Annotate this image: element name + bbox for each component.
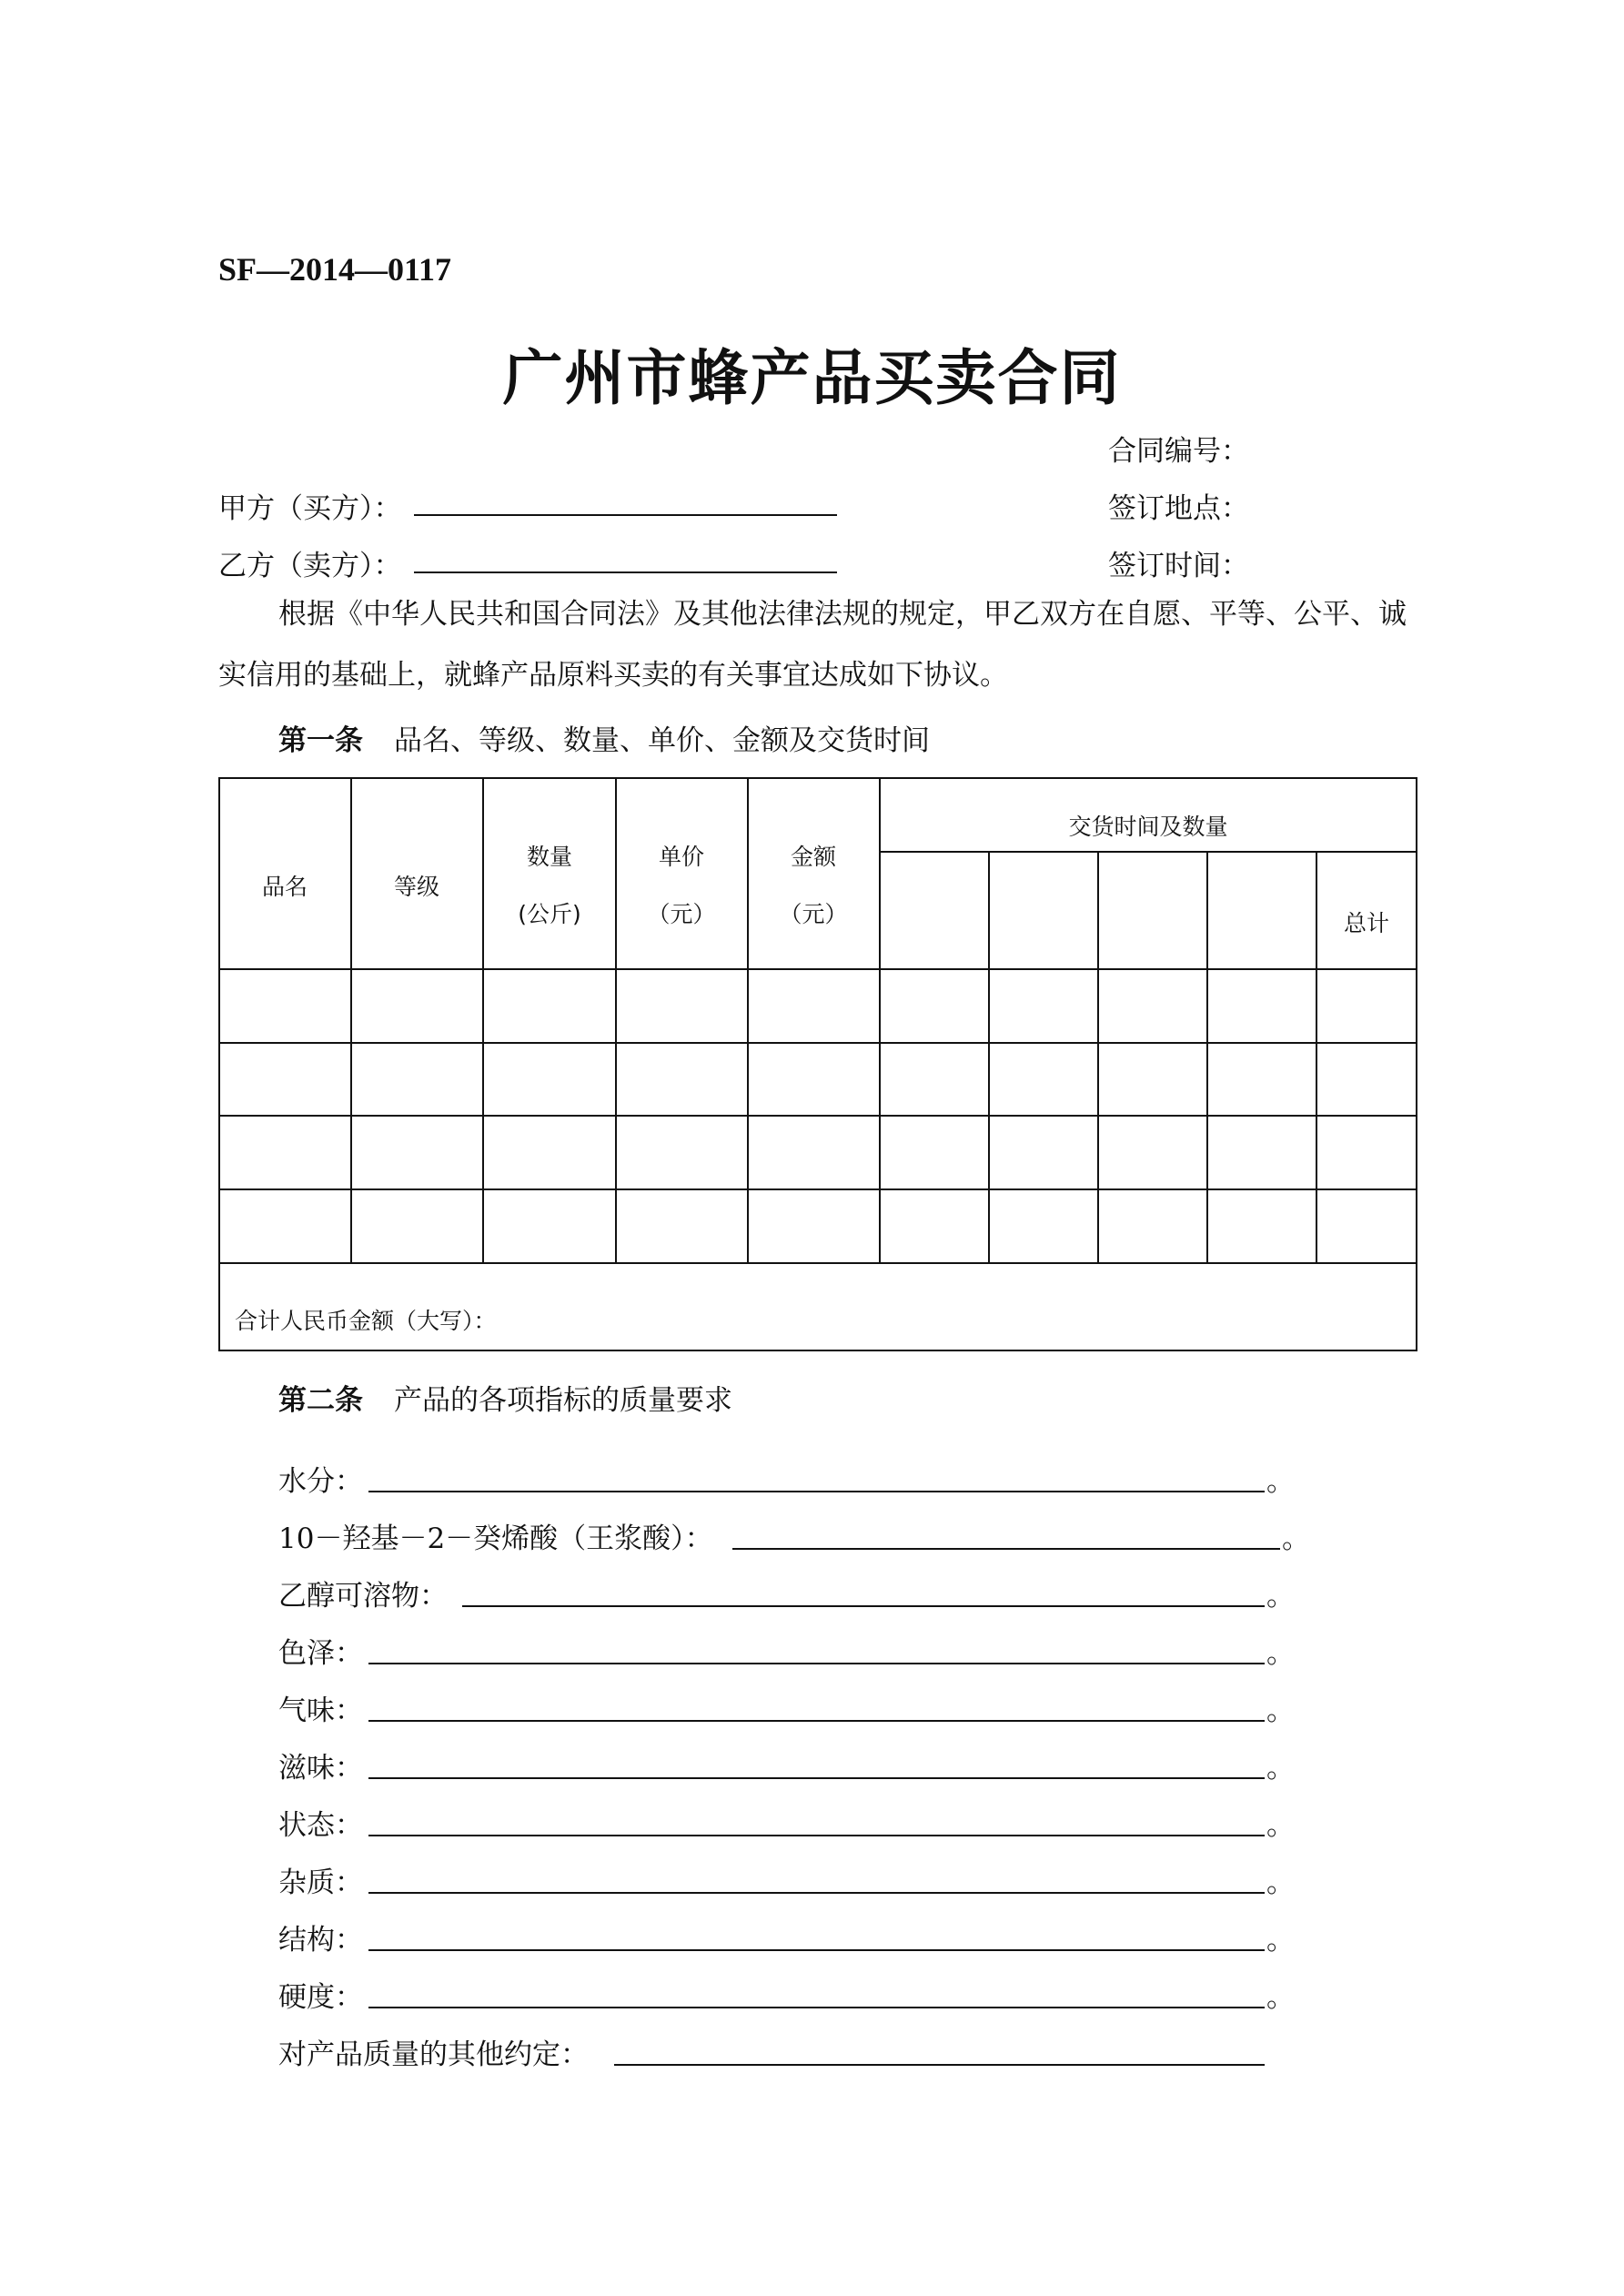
- party-b-label: 乙方（卖方）：: [218, 550, 402, 582]
- quality-field[interactable]: [462, 1605, 1265, 1607]
- quality-field[interactable]: [368, 1491, 1265, 1492]
- total-rmb-label: 合计人民币金额（大写）：: [235, 1308, 497, 1334]
- quality-field[interactable]: [368, 1949, 1265, 1951]
- sign-time-label: 签订时间：: [1108, 550, 1249, 582]
- period-mark: 。: [1282, 1522, 1310, 1555]
- col-name-header: 品名: [261, 874, 308, 900]
- quality-item: 色泽：: [278, 1637, 363, 1670]
- other-quality-label: 对产品质量的其他约定：: [278, 2038, 589, 2071]
- period-mark: 。: [1266, 1809, 1295, 1842]
- col-total-header: 总计: [1343, 910, 1390, 936]
- period-mark: 。: [1266, 1580, 1295, 1613]
- period-mark: 。: [1266, 1637, 1295, 1670]
- page-title: 广州市蜂产品买卖合同: [502, 343, 1122, 413]
- col-amount-unit: （元）: [779, 901, 848, 927]
- quality-field[interactable]: [368, 2007, 1265, 2008]
- quality-item: 气味：: [278, 1694, 363, 1727]
- quality-field[interactable]: [368, 1720, 1265, 1722]
- quality-field[interactable]: [368, 1663, 1265, 1664]
- period-mark: 。: [1266, 1465, 1295, 1498]
- quality-item: 状态：: [278, 1809, 363, 1842]
- quality-item: 10－羟基－2－癸烯酸（王浆酸）：: [278, 1522, 713, 1555]
- quality-field[interactable]: [368, 1777, 1265, 1779]
- col-price-unit: （元）: [647, 901, 716, 927]
- period-mark: 。: [1266, 1866, 1295, 1899]
- period-mark: 。: [1266, 1752, 1295, 1785]
- quality-item: 乙醇可溶物：: [278, 1580, 448, 1613]
- party-a-label: 甲方（买方）：: [218, 492, 402, 525]
- article-1-number: 第一条: [278, 724, 363, 757]
- sign-place-label: 签订地点：: [1108, 492, 1249, 525]
- quality-item: 杂质：: [278, 1866, 363, 1899]
- quality-item: 硬度：: [278, 1981, 363, 2014]
- quality-item: 滋味：: [278, 1752, 363, 1785]
- intro-paragraph: 根据《中华人民共和国合同法》及其他法律法规的规定，甲乙双方在自愿、平等、公平、诚实信用的基础上，就蜂产品原料买卖的有关事宜达成如下协议。: [218, 598, 1407, 692]
- other-quality-field[interactable]: [614, 2064, 1265, 2066]
- col-price-header: 单价: [658, 844, 705, 870]
- document-code: SF—2014—0117: [218, 251, 452, 288]
- col-qty-header: 数量: [526, 844, 573, 870]
- col-qty-unit: (公斤): [518, 901, 581, 927]
- col-delivery-header: 交货时间及数量: [1068, 814, 1228, 840]
- quality-field[interactable]: [368, 1835, 1265, 1836]
- article-2-number: 第二条: [278, 1384, 363, 1417]
- article-1-title: 品名、等级、数量、单价、金额及交货时间: [394, 724, 930, 757]
- quality-item: 水分：: [278, 1465, 363, 1498]
- quality-field[interactable]: [732, 1548, 1280, 1550]
- quality-field[interactable]: [368, 1892, 1265, 1894]
- period-mark: 。: [1266, 1694, 1295, 1727]
- col-amount-header: 金额: [790, 844, 837, 870]
- article-2-title: 产品的各项指标的质量要求: [394, 1384, 732, 1417]
- contract-number-label: 合同编号：: [1108, 435, 1249, 468]
- article-2-heading: [278, 1377, 732, 1418]
- period-mark: 。: [1266, 1981, 1295, 2014]
- col-grade-header: 等级: [393, 874, 440, 900]
- period-mark: 。: [1266, 1924, 1295, 1957]
- quality-item: 结构：: [278, 1924, 363, 1957]
